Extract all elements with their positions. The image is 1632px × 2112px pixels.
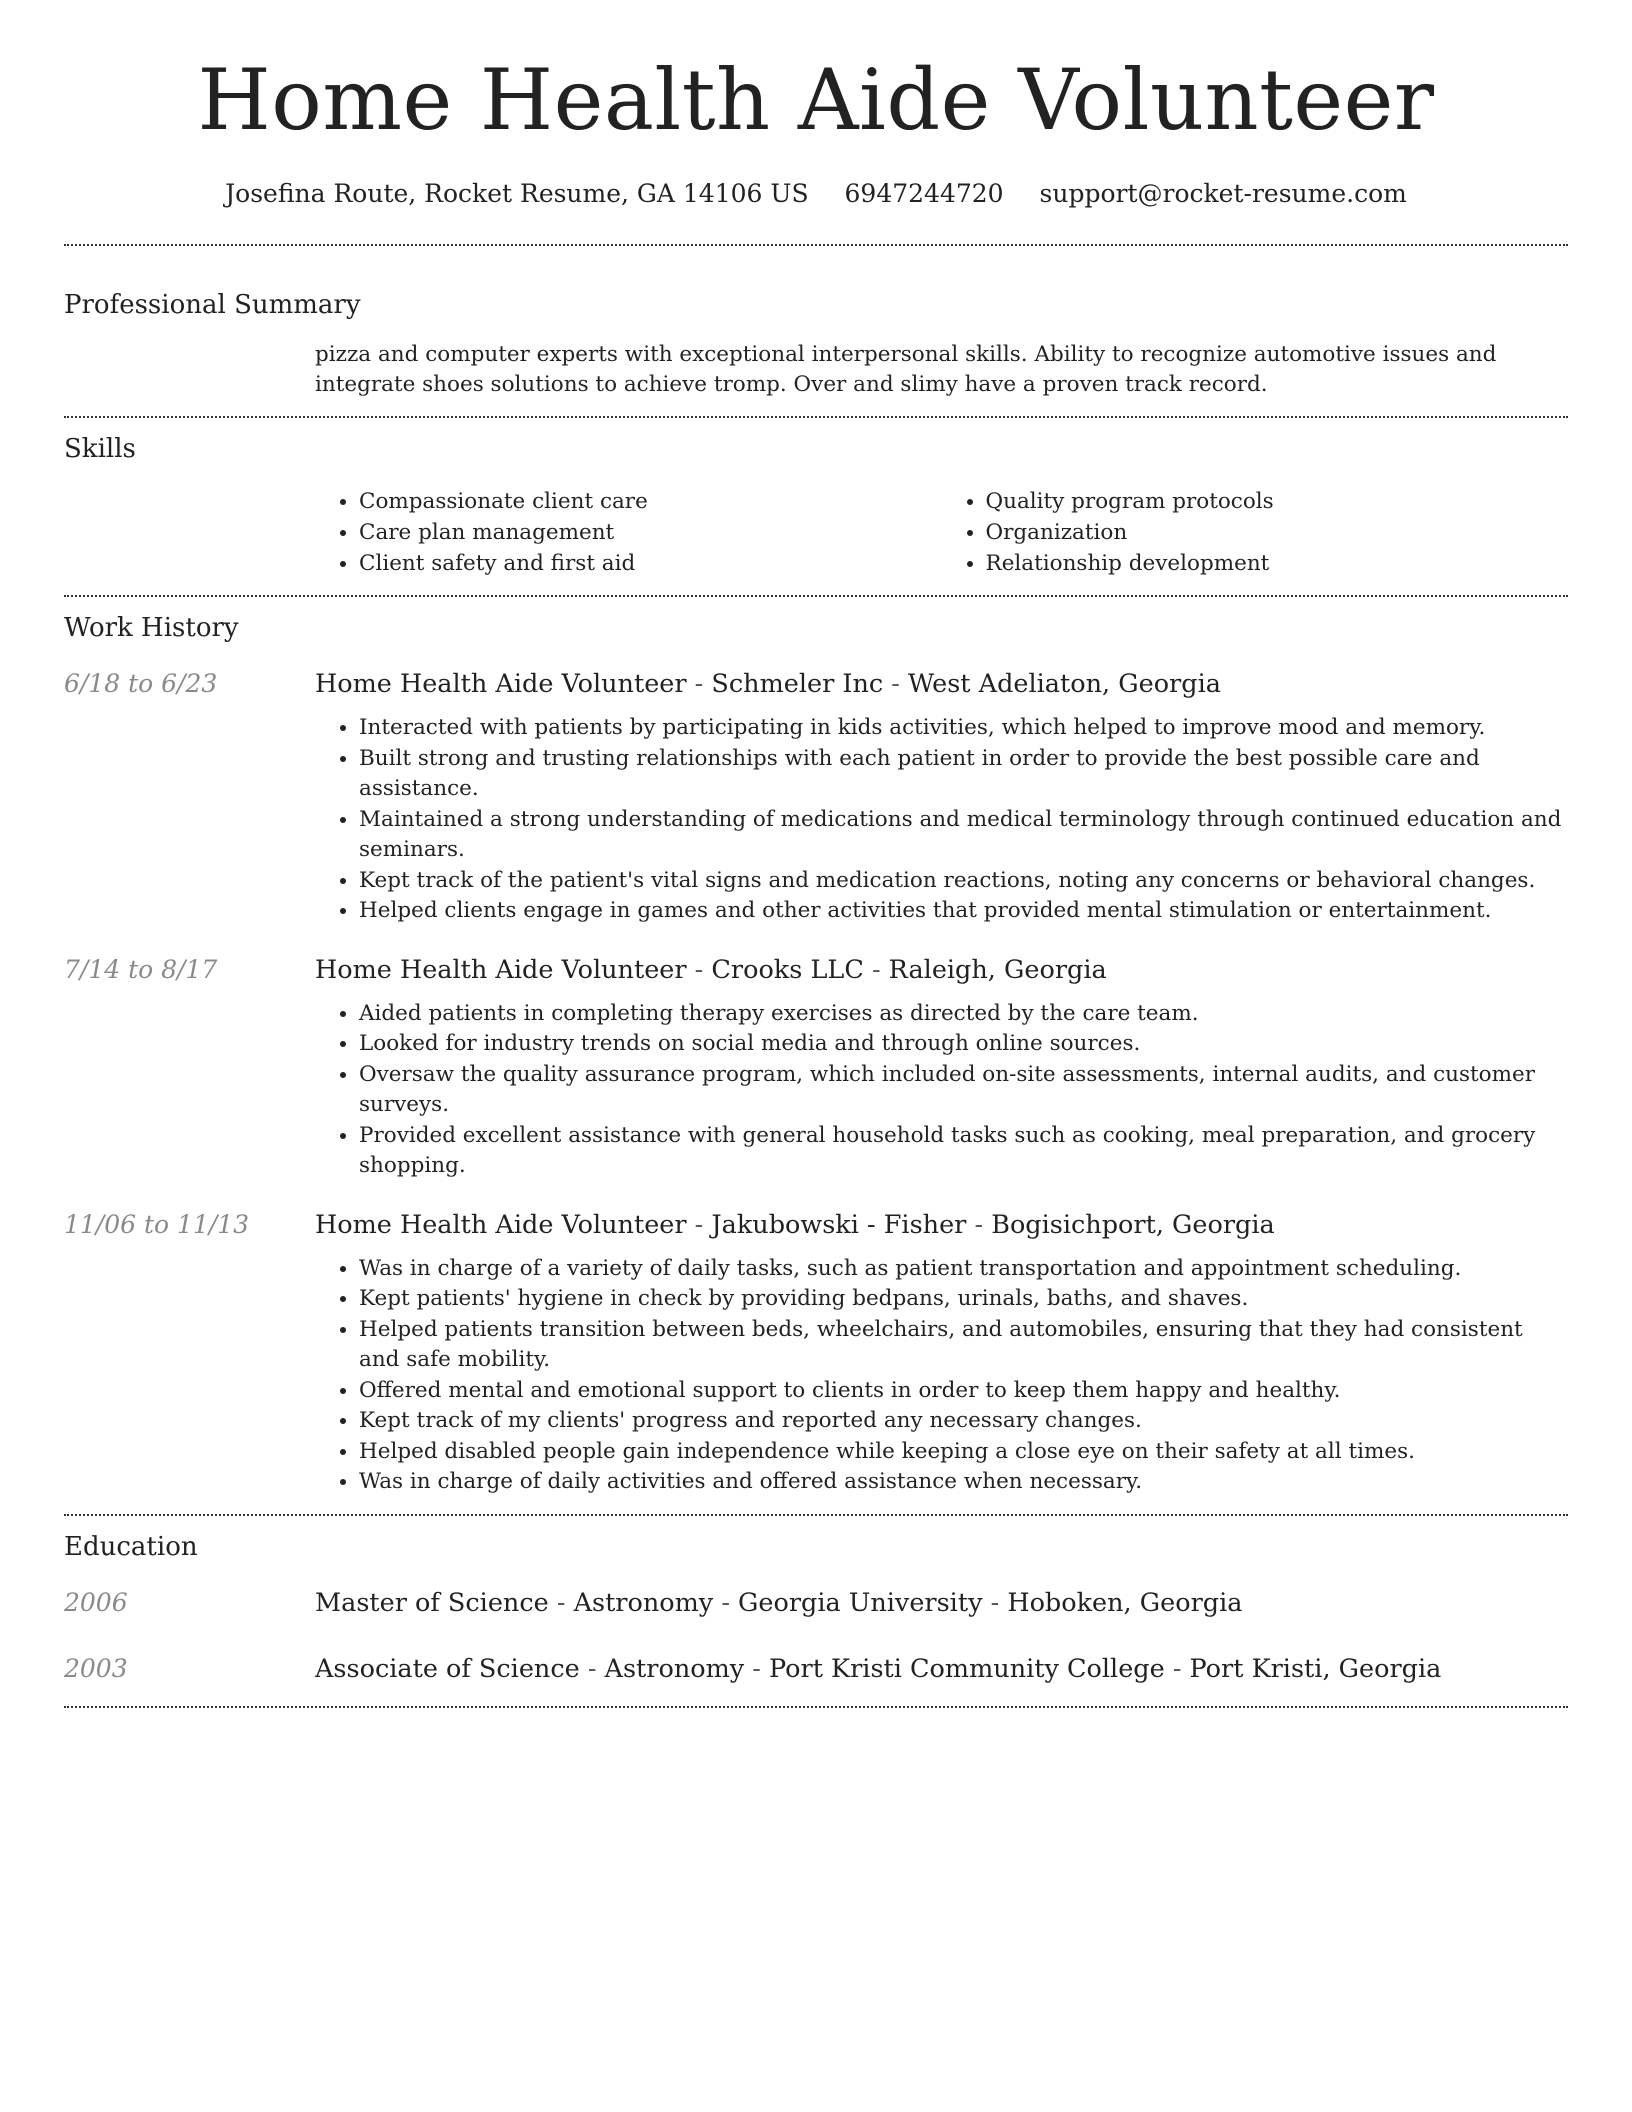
job-company: Crooks LLC: [711, 954, 864, 985]
divider: [64, 1706, 1568, 1708]
job-title: Home Health Aide Volunteer: [315, 1209, 687, 1240]
contact-address: Josefina Route, Rocket Resume, GA 14106 US: [225, 179, 809, 208]
job-bullet: • Helped patients transition between beds, wheelchairs, and automobiles, ensuring that they had consistent and safe mobility.: [359, 1315, 1568, 1376]
skill-item: • Quality program protocols: [986, 486, 1569, 517]
job-location: West Adeliaton, Georgia: [908, 669, 1221, 699]
section-title: Education: [64, 1531, 198, 1562]
skills-spacer: [64, 486, 315, 595]
job-body: [315, 1208, 1568, 1498]
education-year: 2003: [64, 1653, 128, 1683]
job-bullet: • Kept track of my clients' progress and reported any necessary changes.: [359, 1406, 1568, 1437]
contact-email: support@rocket-resume.com: [1039, 179, 1407, 208]
job-body: [315, 953, 1568, 1182]
summary-body: [315, 340, 1568, 416]
education-degree: Associate of Science: [315, 1653, 580, 1684]
contact-phone: 6947244720: [844, 179, 1004, 208]
summary-spacer: [64, 340, 315, 416]
job-company: Jakubowski - Fisher: [711, 1209, 967, 1240]
education-location: Hoboken, Georgia: [1007, 1587, 1243, 1618]
job-bullets: [315, 713, 1568, 927]
skill-item: • Compassionate client care: [359, 486, 942, 517]
job-bullet: • Looked for industry trends on social media and through online sources.: [359, 1029, 1568, 1060]
summary-section: [64, 246, 1568, 416]
job-bullet: • Kept track of the patient's vital signs and medication reactions, noting any concerns or behavioral changes.: [359, 866, 1568, 897]
job-bullet: • Maintained a strong understanding of medications and medical terminology through continued education and seminars.: [359, 805, 1568, 866]
job-bullet: • Helped disabled people gain independence while keeping a close eye on their safety at all times.: [359, 1437, 1568, 1468]
skills-column-right: [942, 486, 1569, 579]
education-degree: Master of Science: [315, 1587, 549, 1618]
candidate-name: Home Health Aide Volunteer: [197, 51, 1435, 149]
summary-text: pizza and computer experts with exceptional interpersonal skills. Ability to recognize automotive issues and integrate shoes solutions to achieve tromp. Over and slimy have a proven track record.: [315, 342, 1497, 397]
resume-header: [64, 0, 1568, 210]
job-location: Bogisichport, Georgia: [991, 1209, 1275, 1240]
job-body: [315, 667, 1568, 927]
job-title: Home Health Aide Volunteer: [315, 669, 687, 699]
job-heading: Home Health Aide Volunteer - Crooks LLC - Raleigh, Georgia: [315, 954, 1107, 985]
education-heading: Associate of Science - Astronomy - Port Kristi Community College - Port Kristi, Georgia: [315, 1653, 1442, 1684]
job-bullet: • Helped clients engage in games and other activities that provided mental stimulation or entertainment.: [359, 896, 1568, 927]
education-field: Astronomy: [573, 1587, 714, 1618]
job-bullet: • Interacted with patients by participating in kids activities, which helped to improve mood and memory.: [359, 713, 1568, 744]
education-field: Astronomy: [604, 1653, 745, 1684]
job-bullet: • Aided patients in completing therapy exercises as directed by the care team.: [359, 999, 1568, 1030]
job-entry: [64, 953, 1568, 1182]
skill-item: • Client safety and first aid: [359, 548, 942, 579]
job-heading: Home Health Aide Volunteer - Schmeler Inc - West Adeliaton, Georgia: [315, 669, 1221, 699]
job-dates: 11/06 to 11/13: [64, 1209, 250, 1239]
job-dates: 7/14 to 8/17: [64, 954, 218, 984]
skills-column-left: [315, 486, 942, 579]
job-bullet: • Provided excellent assistance with general household tasks such as cooking, meal preparation, and grocery shopping.: [359, 1121, 1568, 1182]
job-bullet: • Was in charge of a variety of daily tasks, such as patient transportation and appointment scheduling.: [359, 1254, 1568, 1285]
job-entry: [64, 1208, 1568, 1498]
education-section: [64, 1516, 1568, 1686]
education-year: 2006: [64, 1587, 128, 1617]
work-history-section: [64, 597, 1568, 1498]
section-title: Professional Summary: [64, 290, 361, 320]
job-bullet: • Built strong and trusting relationships with each patient in order to provide the best possible care and assistance.: [359, 744, 1568, 805]
job-bullet: • Was in charge of daily activities and offered assistance when necessary.: [359, 1467, 1568, 1498]
job-bullet: • Offered mental and emotional support to clients in order to keep them happy and healthy.: [359, 1376, 1568, 1407]
contact-line: [64, 178, 1568, 210]
education-entry: [64, 1652, 1568, 1686]
job-bullet: • Oversaw the quality assurance program, which included on-site assessments, internal audits, and customer surveys.: [359, 1060, 1568, 1121]
job-dates: 6/18 to 6/23: [64, 669, 218, 698]
skill-item: • Care plan management: [359, 517, 942, 548]
summary-row: [64, 340, 1568, 416]
job-company: Schmeler Inc: [711, 669, 884, 699]
job-bullets: [315, 999, 1568, 1182]
education-school: Port Kristi Community College: [769, 1653, 1165, 1684]
job-heading: Home Health Aide Volunteer - Jakubowski - Fisher - Bogisichport, Georgia: [315, 1209, 1275, 1240]
education-entry: [64, 1586, 1568, 1620]
education-location: Port Kristi, Georgia: [1189, 1653, 1442, 1684]
skill-item: • Organization: [986, 517, 1569, 548]
section-title: Work History: [64, 613, 239, 643]
skills-columns: [315, 486, 1568, 595]
job-bullets: [315, 1254, 1568, 1498]
job-title: Home Health Aide Volunteer: [315, 954, 687, 985]
skills-section: [64, 418, 1568, 595]
job-bullet: • Kept patients' hygiene in check by providing bedpans, urinals, baths, and shaves.: [359, 1284, 1568, 1315]
job-entry: [64, 667, 1568, 927]
education-school: Georgia University: [738, 1587, 983, 1618]
section-title: Skills: [64, 434, 136, 464]
skills-row: [64, 486, 1568, 595]
skill-item: • Relationship development: [986, 548, 1569, 579]
job-location: Raleigh, Georgia: [888, 954, 1107, 985]
education-heading: Master of Science - Astronomy - Georgia University - Hoboken, Georgia: [315, 1587, 1243, 1618]
